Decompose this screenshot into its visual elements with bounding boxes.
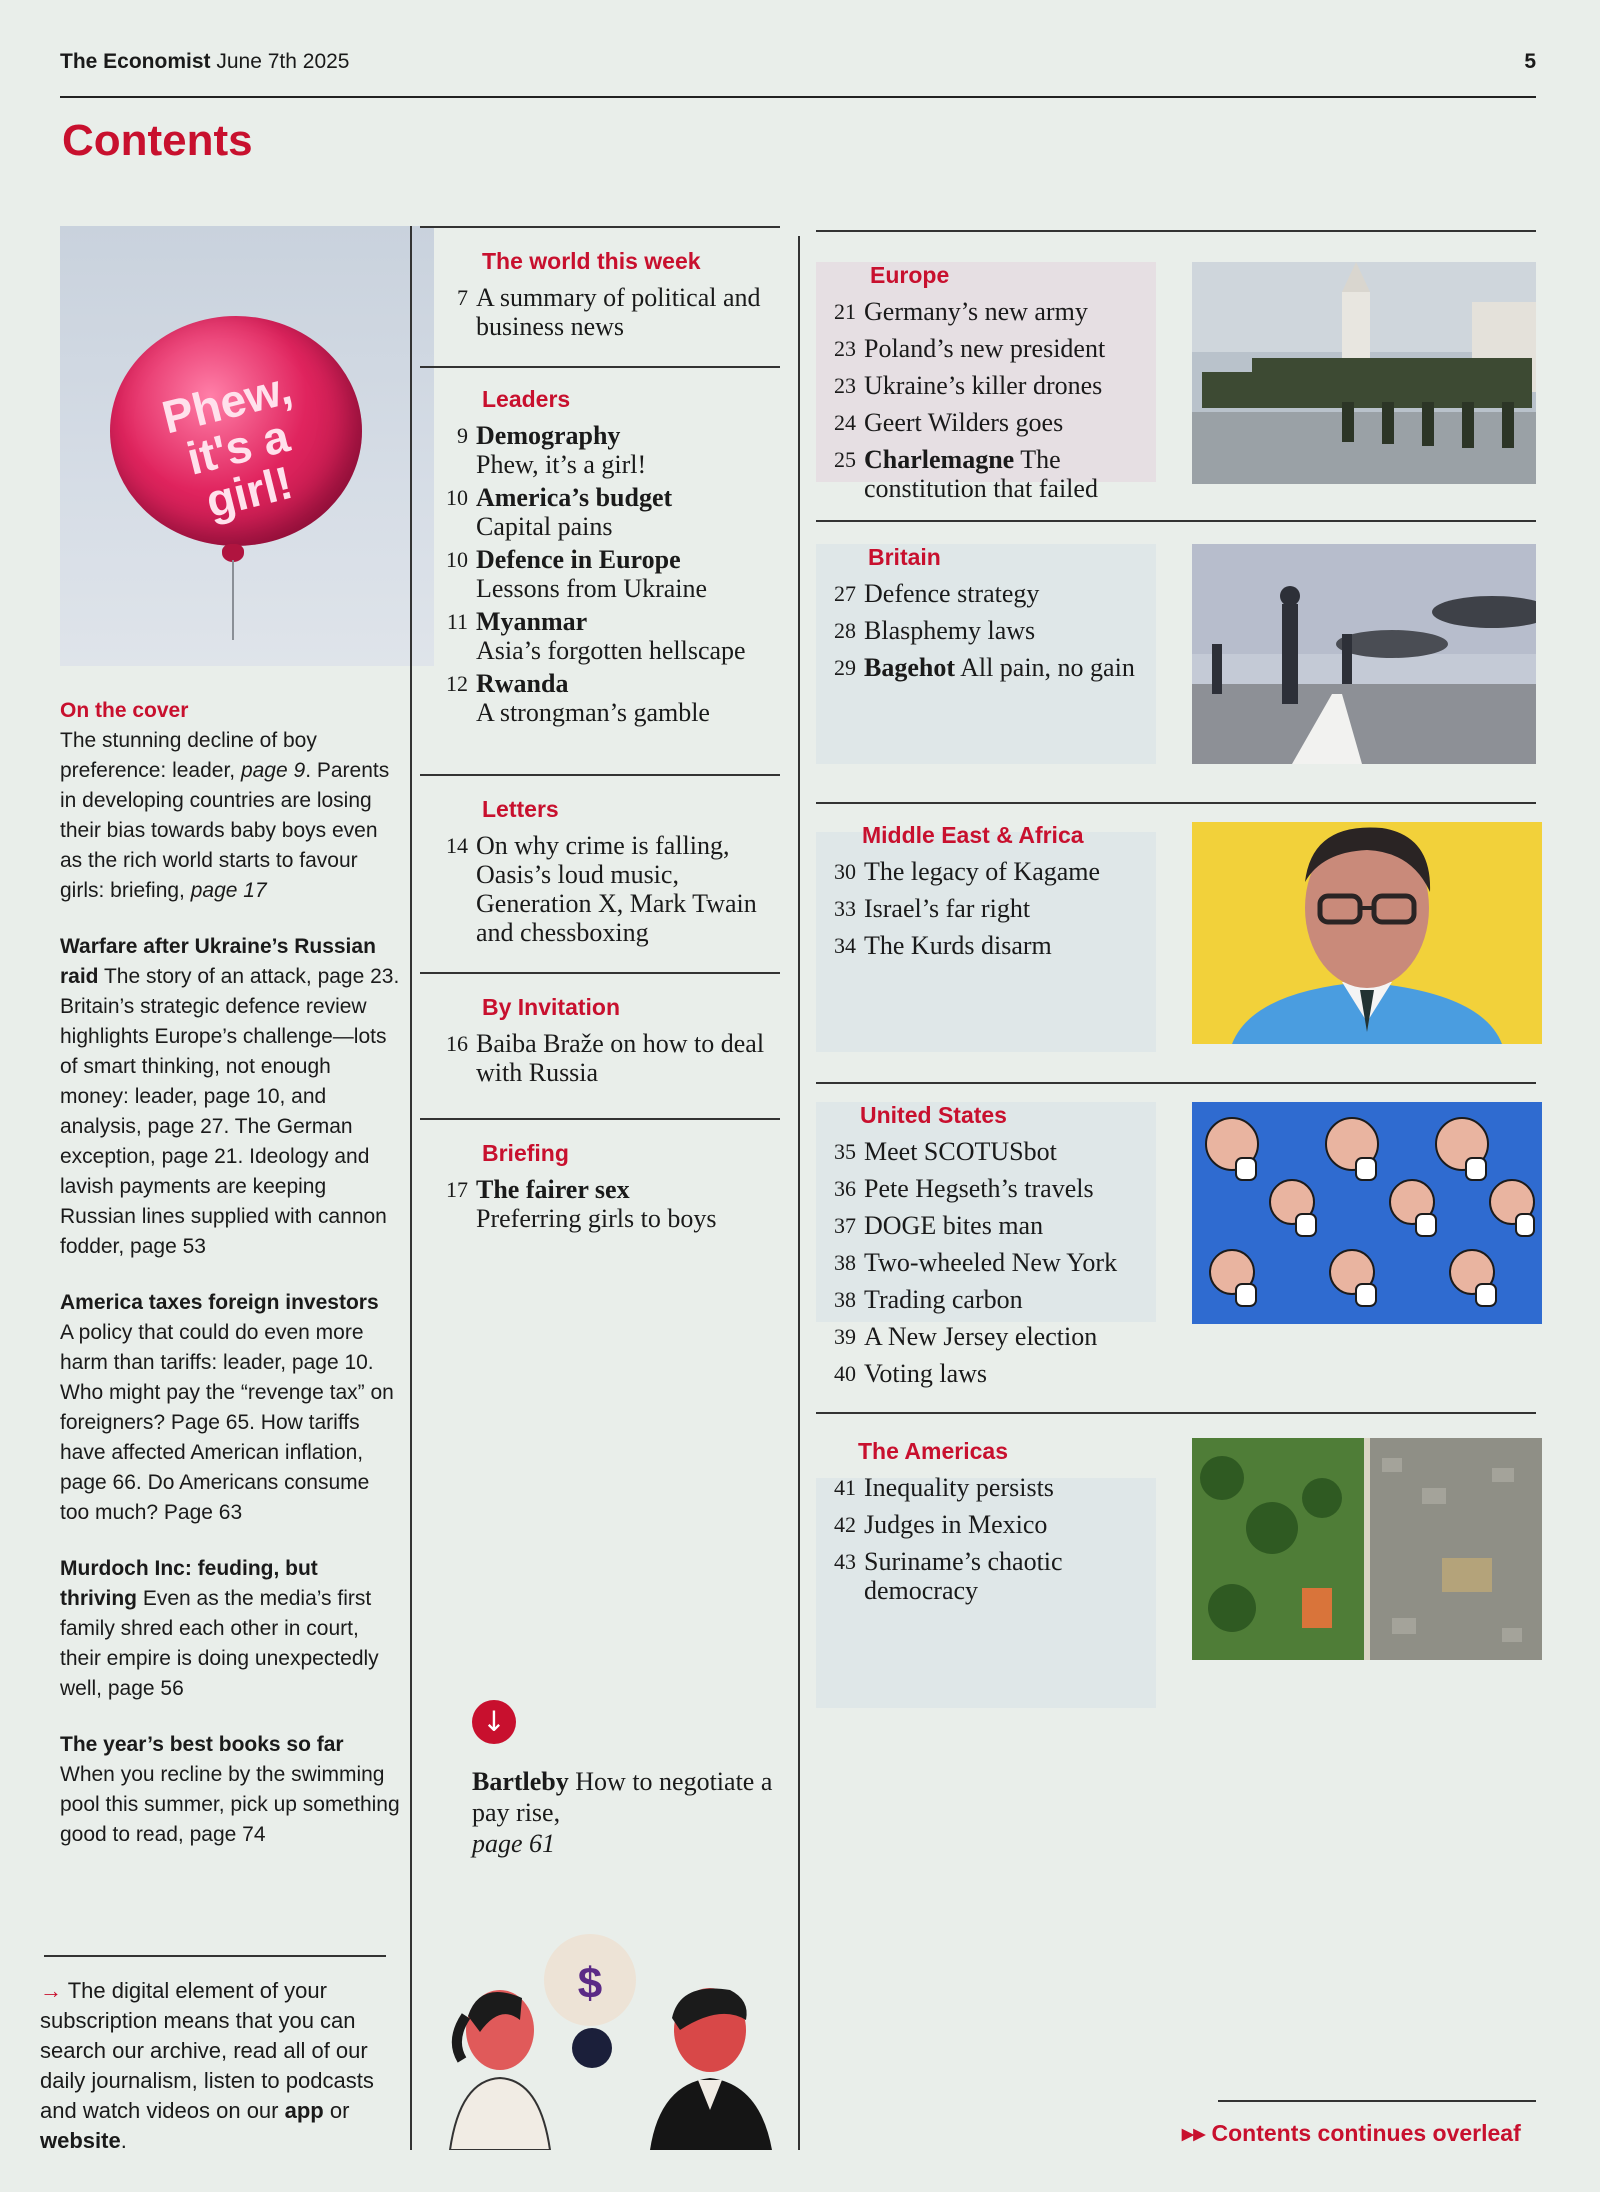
toc-entry[interactable] (816, 1285, 1164, 1314)
section-middle-east-africa (816, 822, 1536, 1076)
books-story[interactable] (60, 1730, 400, 1850)
entry-head: Myanmar (476, 607, 588, 636)
entry-text: A strongman’s gamble (476, 698, 710, 727)
balloon-text: Phew, it's a girl! (156, 361, 298, 528)
toc-entry[interactable] (816, 1510, 1164, 1539)
on-cover-story (60, 696, 400, 906)
entry-text: Suriname’s chaotic democracy (864, 1547, 1063, 1605)
toc-entry[interactable] (816, 894, 1164, 923)
section-title: Leaders (482, 386, 571, 412)
books-heading: The year’s best books so far (60, 1733, 344, 1756)
section-rule (420, 972, 780, 974)
justices-illustration[interactable] (1192, 1102, 1542, 1324)
dollar-icon: $ (577, 1959, 603, 2008)
page-num: 23 (834, 373, 856, 398)
cover-stories (60, 696, 400, 1876)
page-num: 25 (834, 447, 856, 472)
section-the-americas (816, 1438, 1536, 1678)
taxes-heading: America taxes foreign investors (60, 1291, 379, 1314)
section-title: Middle East & Africa (862, 822, 1084, 848)
entry-head: America’s budget (476, 483, 673, 512)
balloon-graphic (110, 316, 362, 546)
toc-entry[interactable] (816, 857, 1164, 886)
section-title: The Americas (858, 1438, 1008, 1464)
section-rule (816, 1412, 1536, 1414)
page-title: Contents (62, 116, 253, 165)
europe-photo[interactable] (1192, 262, 1536, 484)
entry-text: Voting laws (864, 1359, 988, 1388)
page-num: 17 (446, 1177, 468, 1202)
entry-text: Pete Hegseth’s travels (864, 1174, 1094, 1203)
continues-text: Contents continues overleaf (1211, 2120, 1521, 2146)
entry-text: A summary of political and business news (476, 283, 761, 341)
murdoch-heading: Murdoch Inc: feuding, but thriving (60, 1557, 318, 1610)
warfare-heading: Warfare after Ukraine’s Russian raid (60, 935, 376, 988)
murdoch-story[interactable] (60, 1554, 400, 1704)
entry-text: Lessons from Ukraine (476, 574, 708, 603)
warfare-story[interactable] (60, 932, 400, 1262)
toc-entry[interactable] (816, 1211, 1164, 1240)
entry-text: The legacy of Kagame (864, 857, 1101, 886)
divider-right (798, 236, 800, 2150)
page-num: 42 (834, 1512, 856, 1537)
entry-text: Judges in Mexico (864, 1510, 1048, 1539)
entry-text: The Kurds disarm (864, 931, 1052, 960)
entry-text: Geert Wilders goes (864, 408, 1064, 437)
balloon-string (232, 560, 234, 640)
brand-name: The Economist (60, 50, 211, 73)
entry-text: Germany’s new army (864, 297, 1088, 326)
contents-continues-link[interactable] (1182, 2120, 1521, 2147)
column-rule (44, 1955, 386, 1957)
page-num: 40 (834, 1361, 856, 1386)
entry-text: Baiba Braže on how to deal with Russia (476, 1029, 765, 1087)
toc-entry[interactable] (420, 1029, 780, 1087)
section-title: Europe (870, 262, 950, 288)
warfare-text: The story of an attack, page 23. Britain’s strategic defence review highlights Europe’s challenge—lots of smart thinking, not enough money: leader, page 10, and analysis, page 27. The German exception, page 21. Ideology and lavish payments are keeping Russian lines supplied with cannon fodder, page 53 (60, 965, 400, 1258)
page-num: 30 (834, 859, 856, 884)
toc-entry[interactable] (816, 1174, 1164, 1203)
page-num: 39 (834, 1324, 856, 1349)
page-num: 29 (834, 655, 856, 680)
page-num: 21 (834, 299, 856, 324)
negotiation-illustration (440, 1920, 780, 2150)
entry-text: Defence strategy (864, 579, 1040, 608)
divider-left (410, 226, 412, 2150)
page-num: 37 (834, 1213, 856, 1238)
section-rule (816, 520, 1536, 522)
section-title: Briefing (482, 1140, 569, 1166)
section-rule (816, 1082, 1536, 1084)
page-num: 38 (834, 1250, 856, 1275)
entry-head: Bagehot (864, 653, 955, 682)
toc-entry[interactable] (816, 616, 1164, 645)
toc-entry[interactable] (420, 283, 780, 341)
section-rule (816, 230, 1536, 232)
page-num: 28 (834, 618, 856, 643)
section-rule (420, 226, 780, 228)
page-num: 16 (446, 1031, 468, 1056)
section-by-invitation[interactable] (420, 994, 780, 1091)
entry-text: Inequality persists (864, 1473, 1054, 1502)
entry-text: Israel’s far right (864, 894, 1031, 923)
coin-icon (572, 2028, 612, 2068)
digital-text: The digital element of your subscription means that you can search our archive, read all of our daily journalism, listen to podcasts and watch videos on our (40, 1978, 374, 2123)
section-rule (816, 802, 1536, 804)
section-title: Letters (482, 796, 559, 822)
entry-text: Phew, it’s a girl! (476, 450, 647, 479)
on-cover-text-2: . Parents in developing countries are losing their bias towards baby boys even as the rich world starts to favour girls: briefing, (60, 759, 390, 902)
entry-head: Rwanda (476, 669, 569, 698)
page-number: 5 (1524, 50, 1536, 73)
toc-entry[interactable] (816, 1137, 1164, 1166)
section-europe (816, 262, 1536, 516)
murdoch-text: Even as the media’s first family shred each other in court, their empire is doing unexpectedly well, page 56 (60, 1587, 379, 1700)
toc-entry[interactable] (420, 669, 780, 727)
section-title: Britain (868, 544, 941, 570)
issue-date: June 7th 2025 (216, 50, 350, 73)
arrow-right-icon: → (40, 1978, 62, 2003)
bartleby-page: page 61 (472, 1829, 556, 1858)
on-cover-text-1: The stunning decline of boy preference: leader, (60, 729, 317, 782)
section-briefing[interactable] (420, 1140, 780, 1237)
entry-text: A New Jersey election (864, 1322, 1098, 1351)
section-world-this-week[interactable] (420, 248, 780, 345)
page-header (60, 50, 1536, 74)
toc-entry[interactable] (816, 1248, 1164, 1277)
page-num: 14 (446, 833, 468, 858)
toc-entry[interactable] (420, 607, 780, 665)
section-rule (420, 774, 780, 776)
americas-aerial-photo[interactable] (1192, 1438, 1542, 1660)
mideast-portrait-photo[interactable] (1192, 822, 1542, 1044)
header-rule (60, 96, 1536, 98)
entry-text: Capital pains (476, 512, 613, 541)
page-num: 12 (446, 671, 468, 696)
digital-subscription-note (40, 1976, 380, 2156)
section-britain (816, 544, 1536, 798)
page-num: 27 (834, 581, 856, 606)
page-num: 36 (834, 1176, 856, 1201)
cover-image[interactable] (60, 226, 434, 666)
section-united-states (816, 1102, 1536, 1412)
toc-entry[interactable] (816, 371, 1164, 400)
taxes-story[interactable] (60, 1288, 400, 1528)
entry-text: All pain, no gain (955, 653, 1135, 682)
bartleby-text: How to negotiate a pay rise, (472, 1767, 773, 1827)
entry-text: Preferring girls to boys (476, 1204, 717, 1233)
toc-entry[interactable] (816, 408, 1164, 437)
page-num: 7 (457, 285, 468, 310)
toc-entry[interactable] (420, 1175, 780, 1233)
entry-text: Meet SCOTUSbot (864, 1137, 1057, 1166)
toc-entry[interactable] (816, 445, 1164, 503)
toc-entry[interactable] (420, 421, 780, 479)
section-title: United States (860, 1102, 1007, 1128)
page-num: 11 (446, 609, 468, 634)
toc-entry[interactable] (816, 297, 1164, 326)
page-num: 33 (834, 896, 856, 921)
page-num: 9 (457, 423, 468, 448)
section-title: By Invitation (482, 994, 621, 1020)
website-link[interactable]: website (40, 2128, 121, 2153)
entry-head: Charlemagne (864, 445, 1015, 474)
bartleby-head: Bartleby (472, 1767, 569, 1796)
page-num: 34 (834, 933, 856, 958)
entry-text: Poland’s new president (864, 334, 1106, 363)
toc-entry[interactable] (816, 334, 1164, 363)
toc-entry[interactable] (816, 579, 1164, 608)
on-cover-page-link-2[interactable]: page 17 (190, 879, 267, 902)
entry-head: The fairer sex (476, 1175, 630, 1204)
toc-entry[interactable] (816, 1359, 1164, 1388)
entry-text: Two-wheeled New York (864, 1248, 1118, 1277)
section-title: The world this week (482, 248, 701, 274)
section-leaders (420, 386, 780, 731)
page-num: 10 (446, 485, 468, 510)
page-num: 38 (834, 1287, 856, 1312)
entry-head: Demography (476, 421, 621, 450)
digital-end: . (120, 2128, 127, 2153)
taxes-text: A policy that could do even more harm than tariffs: leader, page 10. Who might pay the “revenge tax” on foreigners? Page 65. How tariffs have affected American inflation, page 66. Do Americans consume too much? Page 63 (60, 1321, 394, 1524)
toc-entry[interactable] (420, 483, 780, 541)
toc-entry[interactable] (420, 545, 780, 603)
entry-text: The constitution that failed (864, 445, 1098, 503)
arrow-down-icon[interactable]: ↓ (472, 1700, 516, 1744)
app-link[interactable]: app (284, 2098, 324, 2123)
toc-entry[interactable] (420, 831, 780, 947)
toc-entry[interactable] (816, 931, 1164, 960)
footer-rule (1218, 2100, 1536, 2102)
page-num: 10 (446, 547, 468, 572)
page-num: 43 (834, 1549, 856, 1574)
entry-head: Defence in Europe (476, 545, 681, 574)
toc-entry[interactable] (816, 1547, 1084, 1605)
entry-text: DOGE bites man (864, 1211, 1044, 1240)
double-chevron-icon: ▸▸ (1182, 2120, 1206, 2146)
woman-shirt (450, 2078, 550, 2150)
toc-entry[interactable] (816, 1322, 1164, 1351)
entry-text: Asia’s forgotten hellscape (476, 636, 746, 665)
books-text: When you recline by the swimming pool this summer, pick up something good to read, page 74 (60, 1763, 400, 1846)
entry-text: On why crime is falling, Oasis’s loud music, Generation X, Mark Twain and chessboxing (476, 831, 757, 947)
bartleby-promo[interactable] (472, 1766, 792, 1859)
digital-or: or (323, 2098, 350, 2123)
toc-entry[interactable] (816, 653, 1204, 682)
on-cover-heading: On the cover (60, 699, 189, 722)
page-num: 24 (834, 410, 856, 435)
page-num: 35 (834, 1139, 856, 1164)
page-num: 41 (834, 1475, 856, 1500)
on-cover-page-link-1[interactable]: page 9 (240, 759, 306, 782)
entry-text: Blasphemy laws (864, 616, 1036, 645)
toc-entry[interactable] (816, 1473, 1164, 1502)
britain-photo[interactable] (1192, 544, 1536, 764)
section-letters[interactable] (420, 796, 780, 951)
section-rule (420, 1118, 780, 1120)
section-rule (420, 366, 780, 368)
entry-text: Trading carbon (864, 1285, 1023, 1314)
page-num: 23 (834, 336, 856, 361)
entry-text: Ukraine’s killer drones (864, 371, 1103, 400)
